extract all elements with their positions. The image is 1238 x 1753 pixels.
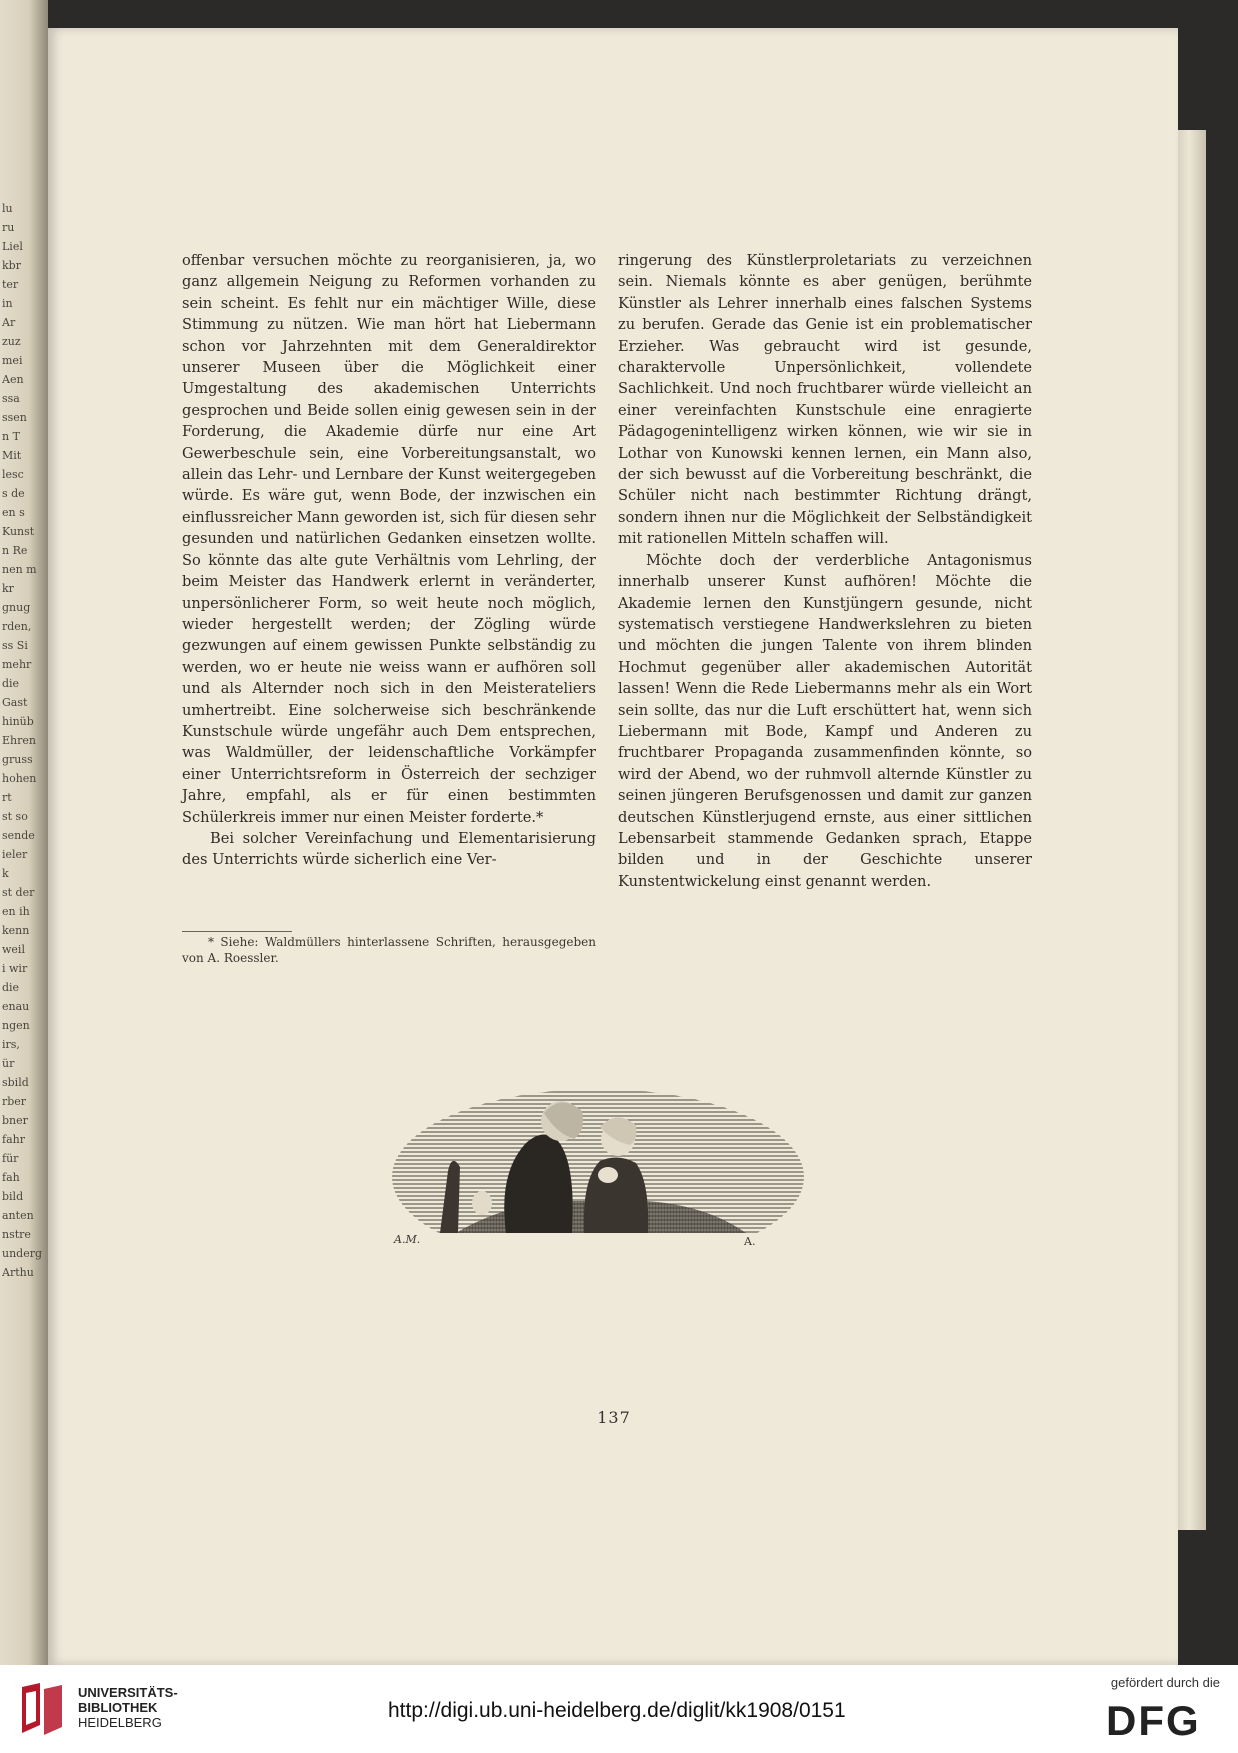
adjacent-page-text-fragment: Ar <box>2 316 16 329</box>
dfg-logo-icon <box>1104 1695 1220 1741</box>
paragraph: ringerung des Künstlerproletariats zu verzeichnen sein. Niemals könnte es aber genügen, berühmte Künstler als Lehrer innerhalb eines falschen Systems zu berufen. Gerade das Genie ist ein problematischer Erzieher. Was gebraucht wird ist gesunde, charaktervolle Unpersönlichkeit, vollendete Sachlichkeit. Und noch fruchtbarer würde vielleicht an einer vereinfachten Kunstschule eine enragierte Pädagogenintelligenz wirken können, wie wir sie in Lothar von Kunowski kennen lernen, ein Mann also, der sich bewusst auf die Vorbereitung beschränkt, die Schüler nicht nach bestimmter Richtung drängt, sondern ihnen nur die Möglichkeit der Selbständigkeit mit rationellen Mitteln schaffen will. <box>618 252 1032 548</box>
adjacent-page-text-fragment: i wir <box>2 962 28 975</box>
footnote: * Siehe: Waldmüllers hinterlassene Schriften, herausgegeben von A. Roessler. <box>182 935 596 965</box>
adjacent-page-text-fragment: zuz <box>2 335 21 348</box>
adjacent-page-text-fragment: ru <box>2 221 15 234</box>
adjacent-page-text-fragment: s de <box>2 487 25 500</box>
adjacent-page-text-fragment: hinüb <box>2 715 34 728</box>
adjacent-page-text-fragment: ür <box>2 1057 15 1070</box>
funding-label: gefördert durch die <box>1110 1675 1220 1690</box>
adjacent-page-text-fragment: hohen <box>2 772 37 785</box>
adjacent-page-text-fragment: gruss <box>2 753 33 766</box>
adjacent-page-text-fragment: fahr <box>2 1133 25 1146</box>
adjacent-page-text-fragment: sende <box>2 829 35 842</box>
adjacent-page-text-fragment: kenn <box>2 924 30 937</box>
adjacent-page-text-fragment: gnug <box>2 601 31 614</box>
adjacent-page-text-fragment: ss Si <box>2 639 28 652</box>
text-column-right <box>618 250 1032 892</box>
adjacent-page-text-fragment: st der <box>2 886 35 899</box>
adjacent-page-text-fragment: anten <box>2 1209 34 1222</box>
library-name: UNIVERSITÄTS- BIBLIOTHEK HEIDELBERG <box>78 1685 178 1730</box>
paragraph: Bei solcher Vereinfachung und Elementarisierung des Unterrichts würde sicherlich eine Ver- <box>182 829 596 869</box>
adjacent-page-text-fragment: mehr <box>2 658 32 671</box>
paragraph: offenbar versuchen möchte zu reorganisieren, ja, wo ganz allgemein Neigung zu Reformen vorhanden zu sein scheint. Es fehlt nur ein mächtiger Wille, diese Stimmung zu nützen. Wie man hört hat Liebermann schon vor Jahrzehnten mit dem Generaldirektor unserer Museen über die Möglichkeit einer Umgestaltung des akademischen Unterrichts gesprochen und Beide sollen einig gewesen sein in der Forderung, die Akademie dürfe nur eine Art Gewerbeschule sein, eine Vorbereitungsanstalt, wo allein das Lehr- und Lernbare der Kunst weitergegeben würde. Es wäre gut, wenn Bode, der inzwischen ein einflussreicher Mann geworden ist, sich für diesen sehr gesunden und natürlichen Gedanken einsetzen wollte. So könnte das alte gute Verhältnis vom Lehrling, der beim Meister das Handwerk erlernt in veränderter, unpersönlicherer Form, so weit heute noch möglich, wieder hergestellt werden; der Zögling würde gezwungen auf einem gewissen Punkte selbständig zu werden, wo er heute nie weiss wann er aufhören soll und als Alternder noch sich in den Meisterateliers umhertreibt. Eine solcherweise sich beschränkende Kunstschule würde ungefähr auch Dem entsprechen, was Waldmüller, der leidenschaftliche Vorkämpfer einer Unterrichtsreform in Österreich der sechziger Jahre, empfahl, als er für einen bestimmten Schülerkreis immer nur einen Meister forderte.* <box>182 252 596 826</box>
book-page <box>48 28 1178 1665</box>
adjacent-page-text-fragment: nstre <box>2 1228 31 1241</box>
adjacent-page-text-fragment: lu <box>2 202 13 215</box>
adjacent-page-text-fragment: underg <box>2 1247 43 1260</box>
adjacent-page-text-fragment: ter <box>2 278 19 291</box>
adjacent-page-text-fragment: en ih <box>2 905 30 918</box>
adjacent-page-text-fragment: n Re <box>2 544 28 557</box>
adjacent-page-text-fragment: lesc <box>2 468 24 481</box>
page-number: 137 <box>597 1408 631 1427</box>
page-stack-edge <box>1178 130 1206 1530</box>
adjacent-page-text-fragment: rt <box>2 791 12 804</box>
adjacent-page-text-fragment: die <box>2 677 20 690</box>
adjacent-page-text-fragment: bild <box>2 1190 24 1203</box>
engraving-vignette <box>386 1083 810 1265</box>
adjacent-page-text-fragment: Arthu <box>2 1266 34 1279</box>
adjacent-page-text-fragment: enau <box>2 1000 30 1013</box>
university-library-logo-icon <box>14 1679 70 1739</box>
adjacent-page-text-fragment: weil <box>2 943 25 956</box>
adjacent-page-text-fragment: in <box>2 297 13 310</box>
viewer-footer <box>0 1665 1238 1753</box>
adjacent-page-text-fragment: Kunst <box>2 525 35 538</box>
engraver-signature-right: A. <box>744 1235 756 1248</box>
engraver-signature-left: A.M. <box>394 1233 421 1246</box>
adjacent-page-text-fragment: Ehren <box>2 734 36 747</box>
adjacent-page-text-fragment: für <box>2 1152 19 1165</box>
adjacent-page-text-fragment: Gast <box>2 696 28 709</box>
adjacent-page-text-fragment: rden, <box>2 620 32 633</box>
adjacent-page-text-fragment: bner <box>2 1114 28 1127</box>
adjacent-page-text-fragment: ieler <box>2 848 28 861</box>
adjacent-page-text-fragment: sbild <box>2 1076 29 1089</box>
adjacent-page-text-fragment: ssen <box>2 411 27 424</box>
adjacent-page-text-fragment: kbr <box>2 259 21 272</box>
footnote-rule <box>182 931 292 932</box>
adjacent-page-text-fragment: n T <box>2 430 20 443</box>
adjacent-page-text-fragment: Aen <box>2 373 24 386</box>
adjacent-page-text-fragment: en s <box>2 506 25 519</box>
adjacent-page-text-fragment: irs, <box>2 1038 20 1051</box>
permalink-url[interactable]: http://digi.ub.uni-heidelberg.de/diglit/kk1908/0151 <box>388 1699 846 1722</box>
text-column-left <box>182 250 596 871</box>
adjacent-page-edge <box>0 0 48 1665</box>
adjacent-page-text-fragment: k <box>2 867 9 880</box>
adjacent-page-text-fragment: ngen <box>2 1019 30 1032</box>
adjacent-page-text-fragment: fah <box>2 1171 20 1184</box>
svg-text:DFG: DFG <box>1106 1697 1201 1741</box>
adjacent-page-text-fragment: Mit <box>2 449 22 462</box>
adjacent-page-text-fragment: kr <box>2 582 14 595</box>
adjacent-page-text-fragment: ssa <box>2 392 20 405</box>
adjacent-page-text-fragment: st so <box>2 810 28 823</box>
adjacent-page-text-fragment: mei <box>2 354 23 367</box>
paragraph: Möchte doch der verderbliche Antagonismus innerhalb unserer Kunst aufhören! Möchte die Akademie lernen den Kunstjüngern gesunde, nicht systematisch verstiegene Handwerkslehren zu bieten und möchten die jungen Talente von ihrem blinden Hochmut gegenüber aller akademischen Autorität lassen! Wenn die Rede Liebermanns mehr als ein Wort sein sollte, das nur die Luft erschüttert hat, wenn sich Liebermann mit Bode, Kampf und Anderen zu fruchtbarer Propaganda zusammenfinden könnte, so wird der Abend, wo der ruhmvoll alternde Künstler zu seinen jüngeren Berufsgenossen und damit zur ganzen deutschen Künstlerjugend ernste, aus einer sittlichen Lebensarbeit stammende Gedanken sprach, Etappe bilden und in der Geschichte unserer Kunstentwickelung einst genannt werden. <box>618 551 1032 890</box>
adjacent-page-text-fragment: rber <box>2 1095 27 1108</box>
adjacent-page-text-fragment: nen m <box>2 563 37 576</box>
adjacent-page-text-fragment: Liel <box>2 240 23 253</box>
adjacent-page-text-fragment: die <box>2 981 20 994</box>
